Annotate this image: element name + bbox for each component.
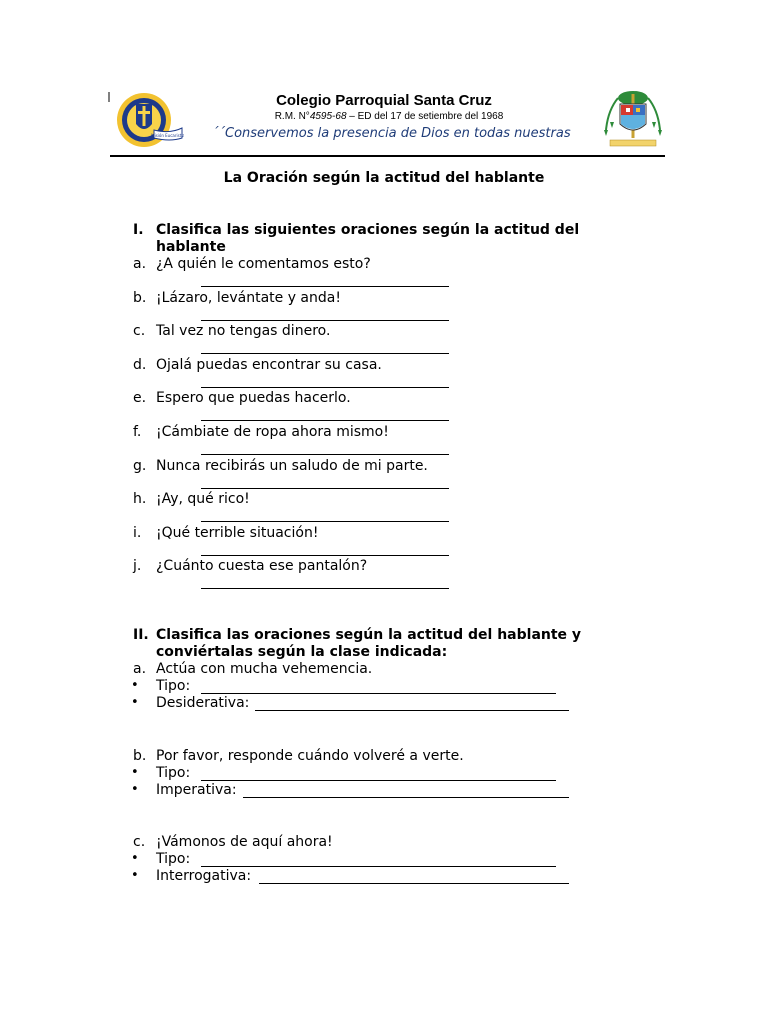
school-resolution: R.M. N°4595-68 – ED del 17 de setiembre del 1968 <box>274 111 504 122</box>
exercise-letter: c. <box>133 834 146 850</box>
exercise-letter: a. <box>133 661 147 677</box>
section-1-number: I. <box>133 222 144 238</box>
question-text: Nunca recibirás un saludo de mi parte. <box>156 458 428 474</box>
bullet-icon: • <box>131 678 139 693</box>
answer-blank[interactable] <box>201 454 449 455</box>
tipo-answer-line[interactable] <box>201 866 556 867</box>
conversion-label: Imperativa: <box>156 782 237 798</box>
answer-blank[interactable] <box>201 555 449 556</box>
exercise-sentence: Por favor, responde cuándo volveré a verte. <box>156 748 464 764</box>
question-text: ¿A quién le comentamos esto? <box>156 256 371 272</box>
conversion-label: Interrogativa: <box>156 868 252 884</box>
question-text: Espero que puedas hacerlo. <box>156 390 351 406</box>
bullet-icon: • <box>131 765 139 780</box>
question-text: ¡Qué terrible situación! <box>156 525 319 541</box>
question-text: Tal vez no tengas dinero. <box>156 323 331 339</box>
question-letter: g. <box>133 458 147 474</box>
bullet-icon: • <box>131 695 139 710</box>
question-letter: a. <box>133 256 147 272</box>
answer-blank[interactable] <box>201 488 449 489</box>
conversion-label: Desiderativa: <box>156 695 250 711</box>
school-motto: ´´Conservemos la presencia de Dios en todas nuestras <box>212 126 571 141</box>
conversion-answer-line[interactable] <box>259 883 569 884</box>
question-letter: d. <box>133 357 147 373</box>
question-letter: h. <box>133 491 147 507</box>
question-text: ¡Lázaro, levántate y anda! <box>156 290 341 306</box>
exercise-sentence: ¡Vámonos de aquí ahora! <box>156 834 333 850</box>
tipo-label: Tipo: <box>156 765 191 781</box>
section-2-instruction: Clasifica las oraciones según la actitud del hablante y conviértalas según la clase indicada: <box>156 627 582 660</box>
exercise-letter: b. <box>133 748 147 764</box>
answer-blank[interactable] <box>201 353 449 354</box>
question-text: ¿Cuánto cuesta ese pantalón? <box>156 558 368 574</box>
question-letter: b. <box>133 290 147 306</box>
tipo-answer-line[interactable] <box>201 780 556 781</box>
section-1-instruction: Clasifica las siguientes oraciones según la actitud del hablante <box>156 222 580 255</box>
question-text: Ojalá puedas encontrar su casa. <box>156 357 382 373</box>
answer-blank[interactable] <box>201 420 449 421</box>
section-2-number: II. <box>133 627 149 643</box>
header-divider <box>110 155 665 157</box>
answer-blank[interactable] <box>201 588 449 589</box>
answer-blank[interactable] <box>201 320 449 321</box>
episcopal-coat-of-arms-logo <box>600 88 666 150</box>
bullet-icon: • <box>131 782 139 797</box>
document-title: La Oración según la actitud del hablante <box>223 170 545 186</box>
question-letter: j. <box>133 558 142 574</box>
answer-blank[interactable] <box>201 286 449 287</box>
logo-ribbon-text: Misión Eucaristía <box>151 133 184 138</box>
question-letter: i. <box>133 525 142 541</box>
question-text: ¡Ay, qué rico! <box>156 491 250 507</box>
question-text: ¡Cámbiate de ropa ahora mismo! <box>156 424 389 440</box>
tipo-label: Tipo: <box>156 851 191 867</box>
bullet-icon: • <box>131 868 139 883</box>
question-letter: c. <box>133 323 146 339</box>
conversion-answer-line[interactable] <box>243 797 569 798</box>
answer-blank[interactable] <box>201 521 449 522</box>
school-name: Colegio Parroquial Santa Cruz <box>276 92 492 109</box>
exercise-sentence: Actúa con mucha vehemencia. <box>156 661 373 677</box>
tipo-label: Tipo: <box>156 678 191 694</box>
conversion-answer-line[interactable] <box>255 710 569 711</box>
answer-blank[interactable] <box>201 387 449 388</box>
bullet-icon: • <box>131 851 139 866</box>
question-letter: f. <box>133 424 142 440</box>
tipo-answer-line[interactable] <box>201 693 556 694</box>
question-letter: e. <box>133 390 147 406</box>
